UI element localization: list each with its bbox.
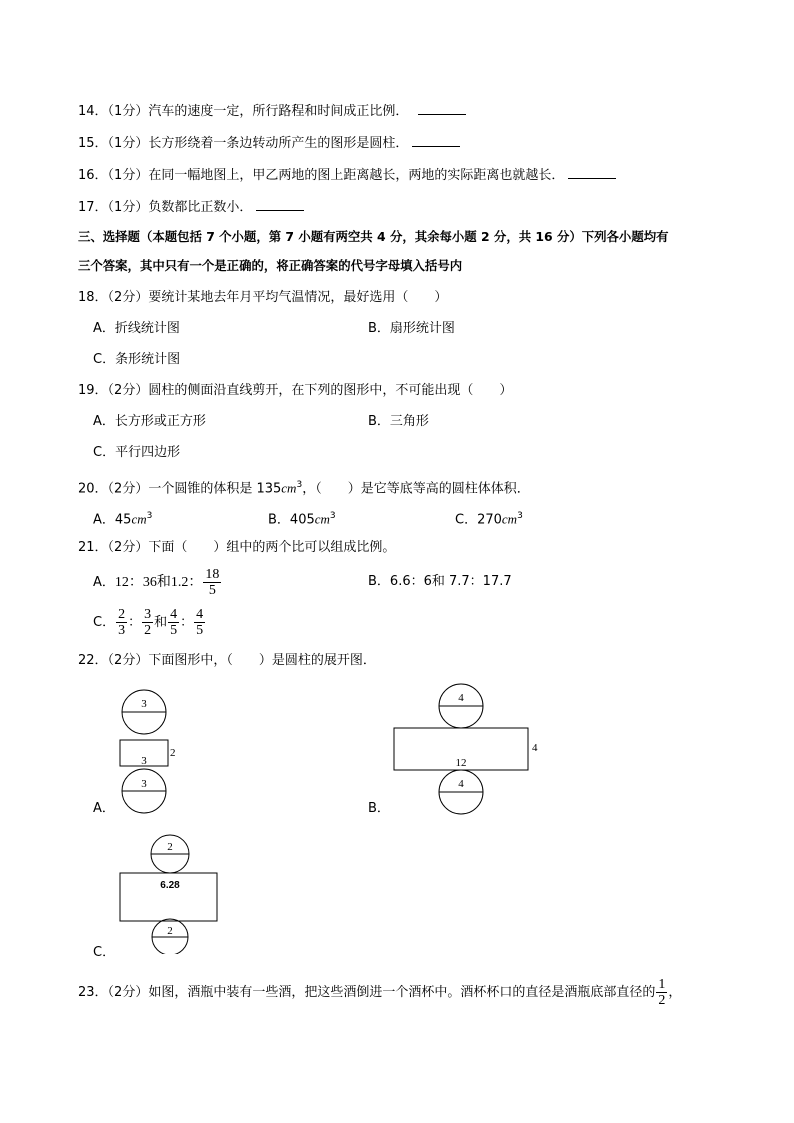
bottom-circle-label: 3 xyxy=(141,778,147,790)
unit-cm: cm xyxy=(501,511,518,527)
top-circle-label: 4 xyxy=(458,692,464,704)
unit-exponent: 3 xyxy=(517,511,523,521)
option-c[interactable] xyxy=(455,508,523,528)
option-a[interactable]: A．折线统计图 xyxy=(93,321,180,336)
question-score: （2分） xyxy=(107,985,149,1000)
ratio-separator: ： xyxy=(180,615,194,630)
question-score: （2分） xyxy=(107,653,149,668)
question-23 xyxy=(78,976,681,1010)
question-score: （1分） xyxy=(107,136,149,151)
option-c[interactable] xyxy=(93,606,206,640)
question-text: 下面图形中，（ ）是圆柱的展开图． xyxy=(148,653,376,668)
fraction-numerator: 2 xyxy=(118,607,126,622)
answer-blank[interactable] xyxy=(418,102,466,115)
rectangle-length-label: 6.28 xyxy=(160,880,180,891)
question-text: 汽车的速度一定，所行路程和时间成正比例． xyxy=(148,104,409,119)
question-text: 圆柱的侧面沿直线剪开，在下列的图形中，不可能出现（ ） xyxy=(148,383,513,398)
question-text: 在同一幅地图上，甲乙两地的图上距离越长，两地的实际距离也就越长． xyxy=(148,168,565,183)
option-a[interactable]: A．长方形或正方形 xyxy=(93,414,206,429)
fraction-numerator: 18 xyxy=(205,567,220,582)
rectangle-length-label: 3 xyxy=(141,755,147,767)
question-18 xyxy=(78,290,447,306)
question-tail: ， xyxy=(668,985,682,1000)
question-text: 如图，酒瓶中装有一些酒，把这些酒倒进一个酒杯中。酒杯杯口的直径是酒瓶底部直径的 xyxy=(148,985,656,1000)
fraction-numerator: 3 xyxy=(144,607,152,622)
question-number: 18． xyxy=(78,290,108,305)
cylinder-net-figure-b xyxy=(388,680,548,820)
conjunction: 和 xyxy=(154,615,168,630)
question-score: （1分） xyxy=(107,104,149,119)
fraction-denominator: 5 xyxy=(208,583,216,598)
option-b[interactable] xyxy=(268,508,336,528)
question-number: 15． xyxy=(78,136,108,151)
question-text: 下面（ ）组中的两个比可以组成比例。 xyxy=(148,540,396,555)
section-heading-line2: 三个答案，其中只有一个是正确的，将正确答案的代号字母填入括号内 xyxy=(78,258,463,273)
section-heading-line1: 三、选择题（本题包括 7 个小题，第 7 小题有两空共 4 分，其余每小题 2 分，共 16 分）下列各小题均有 xyxy=(78,229,669,244)
question-score: （1分） xyxy=(107,168,149,183)
question-text: 负数都比正数小． xyxy=(148,200,253,215)
rectangle-width-label: 4 xyxy=(532,742,538,754)
fraction-denominator: 5 xyxy=(170,623,178,638)
question-14 xyxy=(78,102,466,120)
fraction-numerator: 4 xyxy=(170,607,178,622)
fraction xyxy=(656,977,667,1008)
question-text: 要统计某地去年月平均气温情况，最好选用（ ） xyxy=(148,290,448,305)
question-text-pre: 一个圆锥的体积是 135 xyxy=(148,481,282,497)
fraction-denominator: 5 xyxy=(196,623,204,638)
top-circle-label: 3 xyxy=(141,698,147,710)
ratio-separator: ： xyxy=(128,615,142,630)
option-c[interactable]: C．平行四边形 xyxy=(93,445,181,460)
fraction xyxy=(203,567,221,598)
option-value: 405 xyxy=(289,512,315,528)
question-19 xyxy=(78,383,512,399)
fraction-denominator: 2 xyxy=(658,993,666,1008)
cylinder-net-figure-c xyxy=(112,828,232,954)
option-value: 270 xyxy=(477,512,502,528)
option-c[interactable]: C．条形统计图 xyxy=(93,352,181,367)
rectangle-length-label: 12 xyxy=(455,757,467,769)
question-number: 21． xyxy=(78,540,108,555)
option-a[interactable] xyxy=(93,566,222,600)
unit-cm: cm xyxy=(314,511,330,527)
question-number: 19． xyxy=(78,383,108,398)
question-score: （2分） xyxy=(107,383,149,398)
unit-exponent: 3 xyxy=(146,511,153,521)
option-a[interactable] xyxy=(93,508,152,528)
question-number: 23． xyxy=(78,985,108,1000)
question-17 xyxy=(78,198,304,216)
question-score: （2分） xyxy=(107,290,149,305)
cylinder-net-figure-a xyxy=(110,688,190,818)
question-22 xyxy=(78,653,376,669)
question-score: （2分） xyxy=(107,540,149,555)
option-label: A． xyxy=(93,512,115,528)
question-number: 22． xyxy=(78,653,108,668)
fraction xyxy=(116,607,127,638)
fraction-numerator: 1 xyxy=(658,977,666,992)
question-number: 16． xyxy=(78,168,108,183)
option-text: 12：36和1.2： xyxy=(114,575,203,590)
question-number: 17． xyxy=(78,200,108,215)
option-label: C． xyxy=(93,615,116,630)
bottom-circle-label: 2 xyxy=(167,925,173,937)
unit-exponent: 3 xyxy=(329,511,336,521)
question-20 xyxy=(78,477,530,497)
question-score: （1分） xyxy=(107,200,149,215)
unit-cm: cm xyxy=(131,511,147,527)
question-text: 长方形绕着一条边转动所产生的图形是圆柱． xyxy=(148,136,409,151)
fraction-denominator: 3 xyxy=(118,623,126,638)
unit-exponent: 3 xyxy=(296,480,303,490)
question-16 xyxy=(78,166,616,184)
unit-cm: cm xyxy=(281,480,297,496)
fraction-numerator: 4 xyxy=(196,607,204,622)
figure-a-label[interactable]: A． xyxy=(93,801,115,816)
answer-blank[interactable] xyxy=(412,134,460,147)
option-label: A． xyxy=(93,575,115,590)
fraction xyxy=(142,607,153,638)
fraction xyxy=(168,607,179,638)
figure-b-label[interactable]: B． xyxy=(368,801,390,816)
option-b[interactable]: B．三角形 xyxy=(368,414,429,429)
answer-blank[interactable] xyxy=(256,198,304,211)
bottom-circle-label: 4 xyxy=(458,778,464,790)
rectangle-width-label: 2 xyxy=(170,747,176,759)
question-number: 20． xyxy=(78,481,108,497)
question-text-post: ，（ ）是它等底等高的圆柱体体积． xyxy=(302,481,530,497)
option-label: B． xyxy=(268,512,290,528)
option-label: C． xyxy=(455,512,478,528)
fraction xyxy=(194,607,205,638)
question-15 xyxy=(78,134,460,152)
question-number: 14． xyxy=(78,104,108,119)
question-score: （2分） xyxy=(107,481,149,497)
option-b[interactable]: B．扇形统计图 xyxy=(368,321,455,336)
option-b[interactable]: B．6.6：6和 7.7：17.7 xyxy=(368,574,512,589)
answer-blank[interactable] xyxy=(568,166,616,179)
option-value: 45 xyxy=(114,512,132,528)
figure-c-label[interactable]: C． xyxy=(93,945,116,960)
fraction-denominator: 2 xyxy=(144,623,152,638)
top-circle-label: 2 xyxy=(167,841,173,853)
question-21 xyxy=(78,540,395,556)
